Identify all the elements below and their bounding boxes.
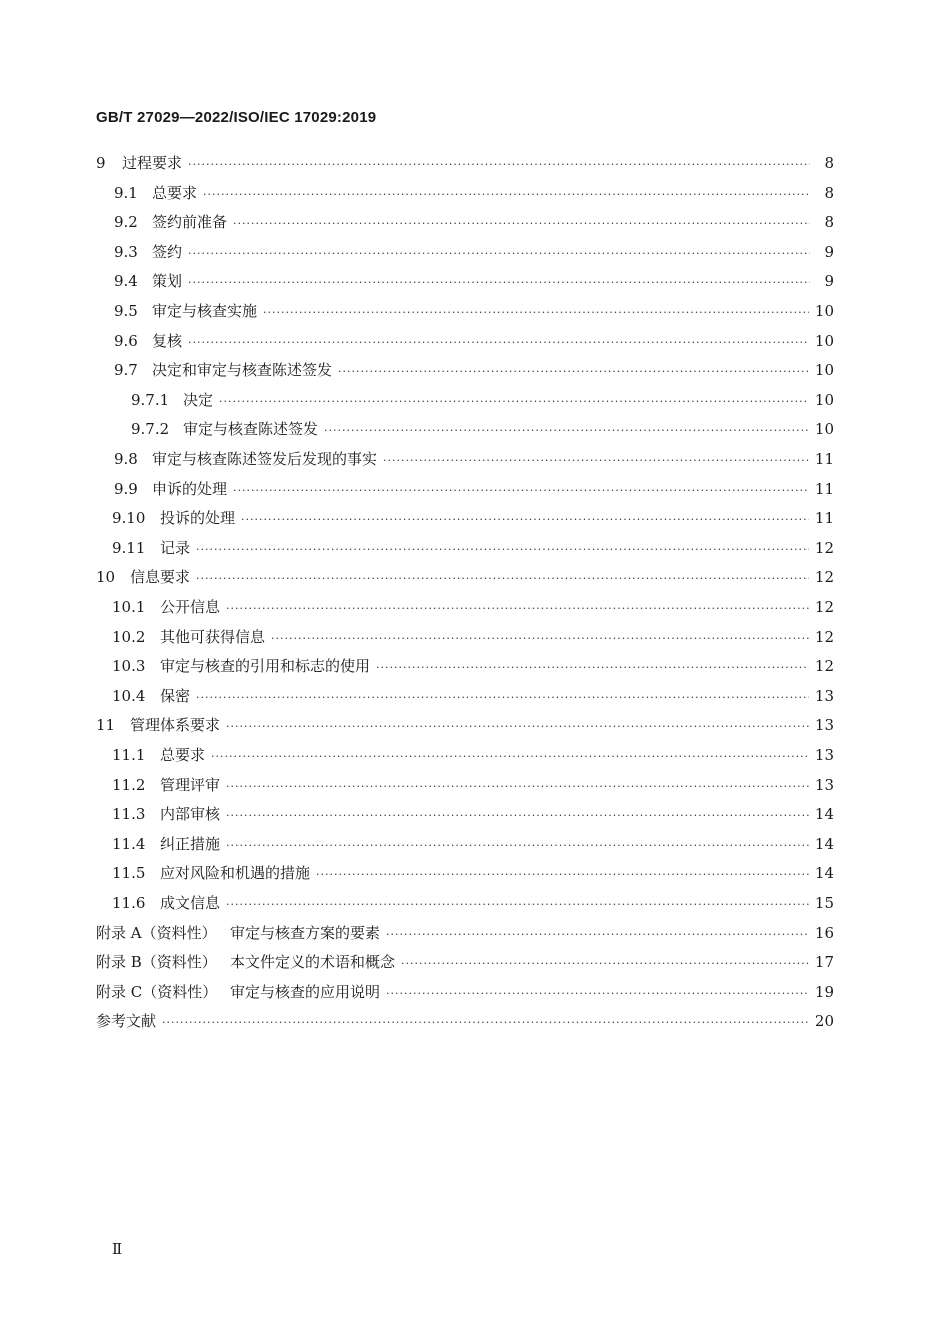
toc-leader-dots xyxy=(226,772,809,802)
toc-entry-title: 决定和审定与核查陈述签发 xyxy=(152,361,333,380)
toc-entry[interactable] xyxy=(112,858,834,888)
toc-entry[interactable] xyxy=(114,178,834,208)
toc-leader-dots xyxy=(383,446,809,476)
toc-entry-page: 10 xyxy=(814,420,834,439)
toc-entry-title: 公开信息 xyxy=(160,598,221,616)
toc-leader-dots xyxy=(196,683,809,713)
toc-entry-number: 9.2 xyxy=(114,213,138,232)
toc-leader-dots xyxy=(226,594,809,624)
toc-leader-dots xyxy=(188,239,810,269)
toc-entry-page: 10 xyxy=(814,361,834,380)
toc-entry[interactable] xyxy=(96,947,834,977)
toc-entry-page: 14 xyxy=(814,805,834,824)
toc-entry-title: 其他可获得信息 xyxy=(160,627,266,646)
toc-entry-title: 信息要求 xyxy=(130,568,191,587)
toc-entry-page: 12 xyxy=(814,627,834,646)
toc-entry[interactable] xyxy=(112,503,834,533)
toc-entry-title: 审定与核查的应用说明 xyxy=(230,982,381,1001)
toc-leader-dots xyxy=(226,801,809,831)
toc-entry-title: 投诉的处理 xyxy=(160,509,236,528)
toc-entry[interactable] xyxy=(114,296,834,326)
toc-entry-page: 11 xyxy=(814,509,834,528)
toc-entry-number: 9.4 xyxy=(114,272,138,291)
toc-leader-dots xyxy=(233,209,810,239)
toc-entry[interactable] xyxy=(96,1006,834,1036)
toc-entry-page: 13 xyxy=(814,716,834,735)
toc-entry-title: 记录 xyxy=(160,538,191,557)
toc-entry-page: 11 xyxy=(814,450,834,468)
toc-entry-page: 12 xyxy=(814,657,834,676)
toc-entry-page: 12 xyxy=(814,538,834,557)
toc-entry[interactable] xyxy=(112,651,834,681)
toc-entry-page: 13 xyxy=(814,746,834,764)
toc-leader-dots xyxy=(226,890,809,920)
toc-entry-title: 审定与核查的引用和标志的使用 xyxy=(160,657,371,676)
toc-entry-title: 保密 xyxy=(160,686,191,705)
toc-entry-number: 10.3 xyxy=(112,657,146,676)
toc-leader-dots xyxy=(203,180,810,210)
toc-entry-page: 16 xyxy=(814,923,834,942)
toc-entry[interactable] xyxy=(114,474,834,504)
toc-entry-title: 内部审核 xyxy=(160,805,221,824)
page-number: Ⅱ xyxy=(112,1240,123,1258)
toc-leader-dots xyxy=(162,1008,809,1038)
toc-entry-number: 附录 A（资料性） xyxy=(96,923,217,942)
toc-entry-number: 9.3 xyxy=(114,242,138,261)
toc-entry-title: 纠正措施 xyxy=(160,834,221,853)
toc-entry-number: 11.1 xyxy=(112,746,146,764)
toc-entry-title: 总要求 xyxy=(152,183,198,202)
toc-entry[interactable] xyxy=(112,888,834,918)
toc-entry[interactable] xyxy=(114,237,834,267)
toc-entry[interactable] xyxy=(112,770,834,800)
toc-leader-dots xyxy=(271,624,809,654)
toc-entry-page: 9 xyxy=(824,272,834,291)
toc-entry-number: 附录 C（资料性） xyxy=(96,982,218,1001)
toc-entry-number: 9.5 xyxy=(114,302,138,320)
toc-entry-title: 管理体系要求 xyxy=(130,716,221,735)
toc-entry[interactable] xyxy=(114,355,834,385)
toc-leader-dots xyxy=(376,653,809,683)
toc-entry-title: 签约前准备 xyxy=(152,213,228,232)
toc-entry-page: 10 xyxy=(814,331,834,350)
toc-entry-title: 申诉的处理 xyxy=(152,479,228,498)
toc-entry-page: 13 xyxy=(814,775,834,794)
toc-entry-page: 14 xyxy=(814,834,834,853)
toc-entry-number: 9 xyxy=(96,154,106,172)
toc-leader-dots xyxy=(324,416,809,446)
toc-entry-number: 9.6 xyxy=(114,331,138,350)
toc-leader-dots xyxy=(188,150,810,180)
toc-entry-title: 总要求 xyxy=(160,746,206,764)
toc-entry-number: 9.7.2 xyxy=(131,420,170,439)
toc-entry-page: 11 xyxy=(814,479,834,498)
toc-entry[interactable] xyxy=(112,592,834,622)
toc-leader-dots xyxy=(226,712,809,742)
toc-entry-page: 8 xyxy=(824,213,834,232)
toc-entry-title: 决定 xyxy=(183,390,214,409)
toc-leader-dots xyxy=(241,505,809,535)
toc-entry-number: 9.7 xyxy=(114,361,138,380)
toc-entry-number: 附录 B（资料性） xyxy=(96,953,217,972)
toc-entry[interactable] xyxy=(114,266,834,296)
toc-entry-page: 8 xyxy=(824,154,834,172)
toc-entry[interactable] xyxy=(96,148,834,178)
toc-leader-dots xyxy=(386,979,809,1009)
toc-entry-number: 11 xyxy=(96,716,116,735)
toc-entry[interactable] xyxy=(114,444,834,474)
toc-entry[interactable] xyxy=(96,977,834,1007)
toc-entry[interactable] xyxy=(114,207,834,237)
toc-entry-page: 17 xyxy=(814,953,834,972)
toc-entry[interactable] xyxy=(112,681,834,711)
toc-leader-dots xyxy=(233,476,809,506)
toc-entry-number: 10.1 xyxy=(112,598,146,616)
toc-entry-title: 本文件定义的术语和概念 xyxy=(230,953,396,972)
toc-entry-title: 签约 xyxy=(152,242,183,261)
toc-entry-title: 审定与核查陈述签发 xyxy=(183,420,319,439)
toc-leader-dots xyxy=(196,535,809,565)
toc-entry[interactable] xyxy=(112,622,834,652)
toc-entry-number: 9.10 xyxy=(112,509,146,528)
toc-entry-number: 11.5 xyxy=(112,864,146,883)
toc-entry-title: 过程要求 xyxy=(122,154,183,172)
toc-leader-dots xyxy=(338,357,809,387)
toc-entry[interactable] xyxy=(112,740,834,770)
toc-entry-title: 参考文献 xyxy=(96,1012,157,1031)
toc-entry-page: 20 xyxy=(814,1012,834,1031)
toc-entry[interactable] xyxy=(96,918,834,948)
toc-entry[interactable] xyxy=(96,710,834,740)
toc-entry-number: 11.2 xyxy=(112,775,146,794)
toc-entry-page: 19 xyxy=(814,982,834,1001)
toc-entry-title: 管理评审 xyxy=(160,775,221,794)
toc-entry-number: 11.4 xyxy=(112,834,146,853)
toc-entry-title: 复核 xyxy=(152,331,183,350)
toc-leader-dots xyxy=(211,742,809,772)
toc-leader-dots xyxy=(188,268,810,298)
document-id-header: GB/T 27029—2022/ISO/IEC 17029:2019 xyxy=(96,109,377,126)
toc-entry-title: 审定与核查实施 xyxy=(152,302,258,320)
toc-entry-page: 13 xyxy=(814,686,834,705)
toc-entry-page: 14 xyxy=(814,864,834,883)
toc-leader-dots xyxy=(263,298,809,328)
toc-entry-title: 策划 xyxy=(152,272,183,291)
toc-entry-title: 审定与核查陈述签发后发现的事实 xyxy=(152,450,378,468)
toc-entry-number: 11.6 xyxy=(112,894,146,912)
toc-entry-number: 9.9 xyxy=(114,479,138,498)
toc-entry-number: 10.4 xyxy=(112,686,146,705)
toc-entry-title: 应对风险和机遇的措施 xyxy=(160,864,311,883)
toc-entry-number: 9.1 xyxy=(114,183,138,202)
toc-entry-number: 10 xyxy=(96,568,116,587)
toc-entry-page: 8 xyxy=(824,183,834,202)
toc-entry-number: 11.3 xyxy=(112,805,146,824)
toc-entry-number: 9.7.1 xyxy=(131,390,170,409)
toc-leader-dots xyxy=(196,564,809,594)
toc-entry-number: 9.11 xyxy=(112,538,146,557)
toc-entry-page: 9 xyxy=(824,242,834,261)
toc-entry-page: 15 xyxy=(814,894,834,912)
toc-entry[interactable] xyxy=(131,385,834,415)
toc-entry[interactable] xyxy=(112,829,834,859)
toc-entry[interactable] xyxy=(96,562,834,592)
toc-entry[interactable] xyxy=(112,799,834,829)
toc-leader-dots xyxy=(316,860,809,890)
toc-entry-title: 成文信息 xyxy=(160,894,221,912)
toc-entry-page: 12 xyxy=(814,598,834,616)
toc-leader-dots xyxy=(219,387,809,417)
toc-entry[interactable] xyxy=(114,326,834,356)
toc-leader-dots xyxy=(386,920,809,950)
toc-entry-title: 审定与核查方案的要素 xyxy=(230,923,381,942)
toc-entry[interactable] xyxy=(131,414,834,444)
toc-leader-dots xyxy=(226,831,809,861)
toc-leader-dots xyxy=(188,328,809,358)
toc-entry-number: 9.8 xyxy=(114,450,138,468)
toc-entry[interactable] xyxy=(112,533,834,563)
toc-entry-page: 12 xyxy=(814,568,834,587)
toc-entry-number: 10.2 xyxy=(112,627,146,646)
toc-leader-dots xyxy=(401,949,809,979)
toc-entry-page: 10 xyxy=(814,390,834,409)
toc-entry-page: 10 xyxy=(814,302,834,320)
